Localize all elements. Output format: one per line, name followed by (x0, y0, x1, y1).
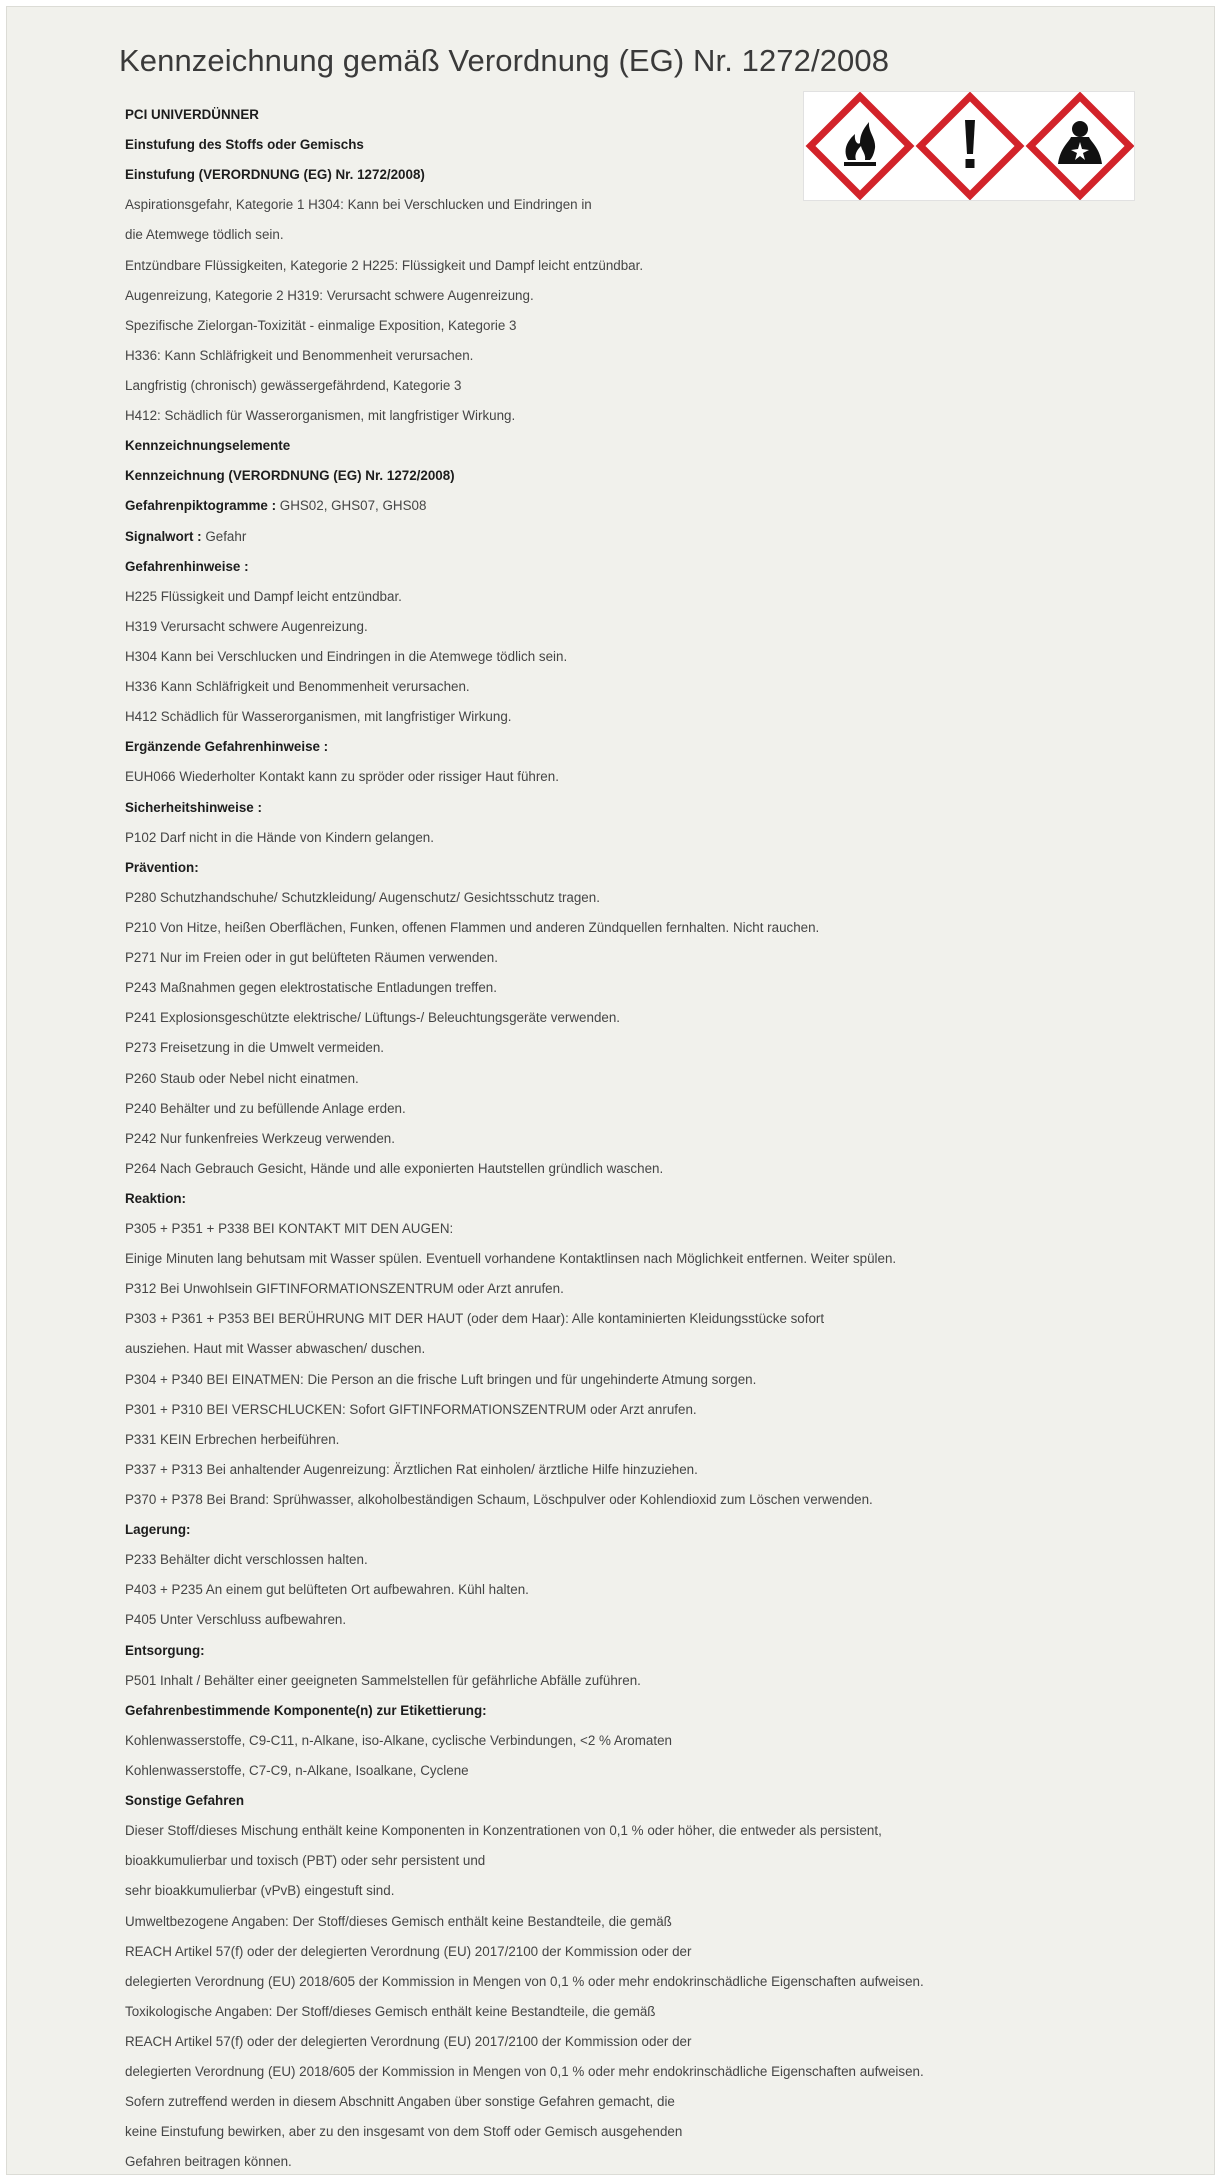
text-line: bioakkumulierbar und toxisch (PBT) oder sehr persistent und (125, 1853, 486, 1869)
text-line: Toxikologische Angaben: Der Stoff/dieses Gemisch enthält keine Bestandteile, die gemäß (125, 2003, 656, 2019)
text-line: Sofern zutreffend werden in diesem Abschnitt Angaben über sonstige Gefahren gemacht, die (125, 2094, 675, 2110)
text-line: sehr bioakkumulierbar (vPvB) eingestuft sind. (125, 1883, 395, 1899)
text-line: Einige Minuten lang behutsam mit Wasser spülen. Eventuell vorhandene Kontaktlinsen nach Möglichkeit entfernen. Weiter spülen. (125, 1251, 897, 1267)
text-line: P312 Bei Unwohlsein GIFTINFORMATIONSZENTRUM oder Arzt anrufen. (125, 1281, 564, 1297)
text-line: H336: Kann Schläfrigkeit und Benommenheit verursachen. (125, 347, 474, 363)
text-line: Gefahren beitragen können. (125, 2154, 292, 2170)
text-line: PCI UNIVERDÜNNER (125, 107, 259, 122)
text-line: P102 Darf nicht in die Hände von Kindern gelangen. (125, 829, 434, 845)
text-line: delegierten Verordnung (EU) 2018/605 der Kommission in Mengen von 0,1 % oder mehr endokrinschädliche Eigenschaften aufweisen. (125, 2064, 924, 2080)
text-line: EUH066 Wiederholter Kontakt kann zu spröder oder rissiger Haut führen. (125, 769, 559, 785)
text-line: P305 + P351 + P338 BEI KONTAKT MIT DEN AUGEN: (125, 1221, 454, 1237)
text-line: H412: Schädlich für Wasserorganismen, mit langfristiger Wirkung. (125, 408, 516, 424)
line-label: Gefahrenpiktogramme : (125, 498, 277, 514)
text-line: Dieser Stoff/dieses Mischung enthält keine Komponenten in Konzentrationen von 0,1 % oder höher, die entweder als persistent, (125, 1823, 882, 1839)
text-line: Kennzeichnungselemente (125, 438, 291, 454)
text-line: Spezifische Zielorgan-Toxizität - einmalige Exposition, Kategorie 3 (125, 317, 517, 333)
text-line: Sonstige Gefahren (125, 1793, 245, 1809)
text-line: P241 Explosionsgeschützte elektrische/ Lüftungs-/ Beleuchtungsgeräte verwenden. (125, 1010, 621, 1026)
text-line: P403 + P235 An einem gut belüfteten Ort aufbewahren. Kühl halten. (125, 1582, 529, 1598)
text-line: H225 Flüssigkeit und Dampf leicht entzündbar. (125, 588, 402, 604)
text-line: Prävention: (125, 859, 199, 875)
text-line: die Atemwege tödlich sein. (125, 227, 284, 243)
text-line: Umweltbezogene Angaben: Der Stoff/dieses Gemisch enthält keine Bestandteile, die gemäß (125, 1913, 672, 1929)
text-line: ausziehen. Haut mit Wasser abwaschen/ duschen. (125, 1341, 426, 1357)
line-value: Gefahr (201, 528, 247, 544)
text-line: P210 Von Hitze, heißen Oberflächen, Funken, offenen Flammen und anderen Zündquellen fernhalten. Nicht rauchen. (125, 919, 820, 935)
text-line: P273 Freisetzung in die Umwelt vermeiden. (125, 1040, 385, 1056)
text-line: Gefahrenhinweise : (125, 558, 249, 574)
text-line: P337 + P313 Bei anhaltender Augenreizung: Ärztlichen Rat einholen/ ärztliche Hilfe hinzuziehen. (125, 1461, 698, 1477)
document-frame (6, 6, 1215, 2175)
document-title: Kennzeichnung gemäß Verordnung (EG) Nr. 1272/2008 (119, 43, 890, 78)
text-line: P242 Nur funkenfreies Werkzeug verwenden. (125, 1130, 395, 1146)
text-line: P304 + P340 BEI EINATMEN: Die Person an die frische Luft bringen und für ungehinderte Atmung sorgen. (125, 1371, 757, 1387)
text-line (125, 522, 1145, 552)
text-line: delegierten Verordnung (EU) 2018/605 der Kommission in Mengen von 0,1 % oder mehr endokrinschädliche Eigenschaften aufweisen. (125, 1973, 924, 1989)
text-line: Reaktion: (125, 1190, 187, 1206)
text-line: REACH Artikel 57(f) oder der delegierten Verordnung (EU) 2017/2100 der Kommission oder der (125, 1943, 692, 1959)
text-line (125, 491, 1145, 521)
text-line: Lagerung: (125, 1522, 191, 1538)
text-line: Entsorgung: (125, 1642, 205, 1658)
text-line: P233 Behälter dicht verschlossen halten. (125, 1552, 368, 1568)
text-line: Einstufung des Stoffs oder Gemischs (125, 137, 364, 153)
text-line: P501 Inhalt / Behälter einer geeigneten Sammelstellen für gefährliche Abfälle zuführen. (125, 1672, 641, 1688)
text-line: Einstufung (VERORDNUNG (EG) Nr. 1272/2008) (125, 167, 425, 183)
text-line: Gefahrenbestimmende Komponente(n) zur Etikettierung: (125, 1702, 487, 1718)
text-line: P271 Nur im Freien oder in gut belüfteten Räumen verwenden. (125, 950, 498, 966)
text-line: P331 KEIN Erbrechen herbeiführen. (125, 1431, 340, 1447)
text-line: Kohlenwasserstoffe, C9-C11, n-Alkane, iso-Alkane, cyclische Verbindungen, <2 % Aromaten (125, 1732, 672, 1748)
text-line: P301 + P310 BEI VERSCHLUCKEN: Sofort GIFTINFORMATIONSZENTRUM oder Arzt anrufen. (125, 1401, 697, 1417)
label-text-body (125, 100, 1145, 2178)
text-line: Aspirationsgefahr, Kategorie 1 H304: Kann bei Verschlucken und Eindringen in (125, 197, 592, 213)
line-label: Signalwort : (125, 528, 202, 544)
text-line: H304 Kann bei Verschlucken und Eindringen in die Atemwege tödlich sein. (125, 648, 568, 664)
text-line: P243 Maßnahmen gegen elektrostatische Entladungen treffen. (125, 980, 497, 996)
text-line: Langfristig (chronisch) gewässergefährdend, Kategorie 3 (125, 377, 462, 393)
text-line: H412 Schädlich für Wasserorganismen, mit langfristiger Wirkung. (125, 709, 512, 725)
text-line: Entzündbare Flüssigkeiten, Kategorie 2 H225: Flüssigkeit und Dampf leicht entzündbar. (125, 257, 644, 273)
text-line: Kohlenwasserstoffe, C7-C9, n-Alkane, Isoalkane, Cyclene (125, 1763, 469, 1779)
text-line: H336 Kann Schläfrigkeit und Benommenheit verursachen. (125, 679, 470, 695)
text-line: P240 Behälter und zu befüllende Anlage erden. (125, 1100, 406, 1116)
text-line: P260 Staub oder Nebel nicht einatmen. (125, 1070, 359, 1086)
text-line: keine Einstufung bewirken, aber zu den insgesamt von dem Stoff oder Gemisch ausgehenden (125, 2124, 683, 2140)
text-line: Sicherheitshinweise : (125, 799, 262, 815)
text-line: P303 + P361 + P353 BEI BERÜHRUNG MIT DER HAUT (oder dem Haar): Alle kontaminierten Kleidungsstücke sofort (125, 1311, 825, 1327)
text-line: H319 Verursacht schwere Augenreizung. (125, 618, 368, 634)
text-line: P370 + P378 Bei Brand: Sprühwasser, alkoholbeständigen Schaum, Löschpulver oder Kohlendioxid zum Löschen verwenden. (125, 1492, 873, 1508)
text-line: P264 Nach Gebrauch Gesicht, Hände und alle exponierten Hautstellen gründlich waschen. (125, 1160, 664, 1176)
text-line: REACH Artikel 57(f) oder der delegierten Verordnung (EU) 2017/2100 der Kommission oder der (125, 2034, 692, 2049)
text-line: Ergänzende Gefahrenhinweise : (125, 739, 329, 755)
text-line: Kennzeichnung (VERORDNUNG (EG) Nr. 1272/2008) (125, 468, 455, 484)
text-line: P280 Schutzhandschuhe/ Schutzkleidung/ Augenschutz/ Gesichtsschutz tragen. (125, 889, 600, 905)
line-value: GHS02, GHS07, GHS08 (276, 498, 427, 514)
text-line: Augenreizung, Kategorie 2 H319: Verursacht schwere Augenreizung. (125, 287, 534, 303)
text-line: P405 Unter Verschluss aufbewahren. (125, 1612, 347, 1628)
